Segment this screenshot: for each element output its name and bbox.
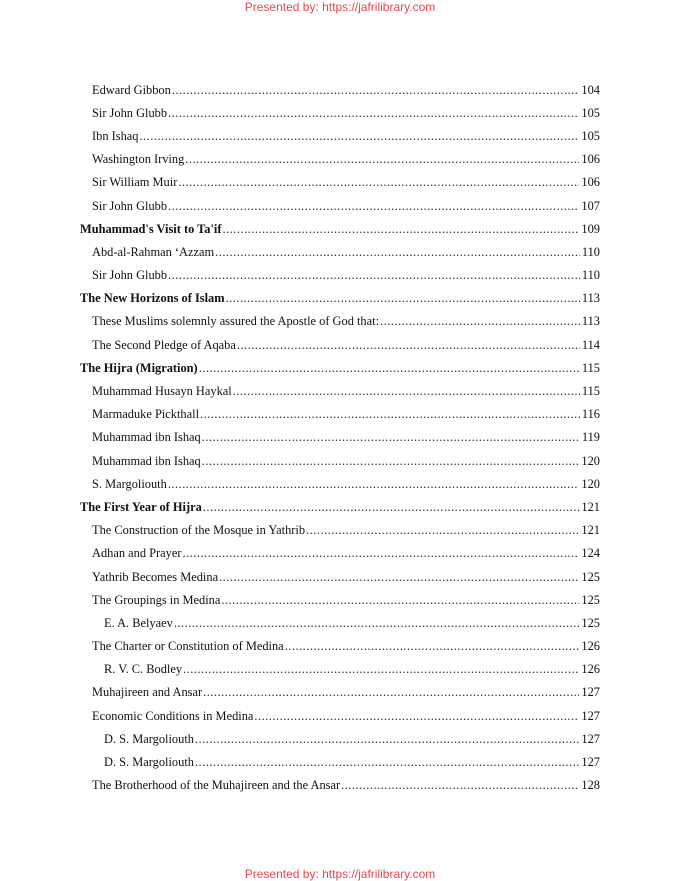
toc-entry-page-number: 106 xyxy=(581,152,600,167)
toc-section-entry[interactable] xyxy=(80,310,600,333)
toc-entry-page-number: 110 xyxy=(581,268,600,283)
toc-entry-title: Muhammad's Visit to Ta'if xyxy=(80,221,222,236)
dot-leader xyxy=(185,150,579,168)
dot-leader xyxy=(203,498,580,516)
toc-entry-page-number: 114 xyxy=(581,337,600,352)
toc-entry-page-number: 124 xyxy=(581,546,600,561)
dot-leader xyxy=(195,730,579,748)
toc-entry-title: Muhajireen and Ansar xyxy=(92,685,203,700)
toc-entry-page-number: 104 xyxy=(581,82,600,97)
toc-entry-title: E. A. Belyaev xyxy=(104,615,173,630)
toc-entry-title: The Hijra (Migration) xyxy=(80,360,198,375)
dot-leader xyxy=(183,660,579,678)
table-of-contents xyxy=(80,78,600,797)
toc-chapter-entry[interactable] xyxy=(80,287,600,310)
toc-section-entry[interactable] xyxy=(80,611,600,634)
toc-section-entry[interactable] xyxy=(80,519,600,542)
toc-section-entry[interactable] xyxy=(80,333,600,356)
toc-entry-title: Muhammad Husayn Haykal xyxy=(92,384,232,399)
dot-leader xyxy=(168,104,579,122)
toc-entry-title: Sir John Glubb xyxy=(92,105,168,120)
toc-section-entry[interactable] xyxy=(80,403,600,426)
toc-entry-title: The Brotherhood of the Muhajireen and the Ansar xyxy=(92,778,341,793)
toc-chapter-entry[interactable] xyxy=(80,217,600,240)
toc-entry-page-number: 127 xyxy=(581,685,600,700)
toc-section-entry[interactable] xyxy=(80,565,600,588)
toc-entry-title: Adhan and Prayer xyxy=(92,546,182,561)
dot-leader xyxy=(226,289,580,307)
toc-entry-title: Edward Gibbon xyxy=(92,82,171,97)
toc-section-entry[interactable] xyxy=(80,379,600,402)
toc-section-entry[interactable] xyxy=(80,681,600,704)
dot-leader xyxy=(215,243,580,261)
toc-entry-page-number: 106 xyxy=(581,175,600,190)
toc-entry-title: Muhammad ibn Ishaq xyxy=(92,430,201,445)
dot-leader xyxy=(174,614,580,632)
toc-entry-title: The Groupings in Medina xyxy=(92,592,221,607)
dot-leader xyxy=(285,637,580,655)
toc-entry-page-number: 127 xyxy=(581,731,600,746)
toc-section-entry[interactable] xyxy=(80,727,600,750)
toc-section-entry[interactable] xyxy=(80,750,600,773)
dot-leader xyxy=(219,568,579,586)
dot-leader xyxy=(202,452,580,470)
toc-entry-title: Sir William Muir xyxy=(92,175,178,190)
toc-entry-title: Ibn Ishaq xyxy=(92,128,139,143)
toc-entry-title: The New Horizons of Islam xyxy=(80,291,225,306)
dot-leader xyxy=(221,591,579,609)
toc-entry-page-number: 121 xyxy=(581,499,600,514)
dot-leader xyxy=(200,405,580,423)
toc-section-entry[interactable] xyxy=(80,171,600,194)
toc-entry-page-number: 110 xyxy=(581,244,600,259)
dot-leader xyxy=(254,707,579,725)
toc-entry-title: S. Margoliouth xyxy=(92,476,167,491)
toc-entry-title: Yathrib Becomes Medina xyxy=(92,569,219,584)
toc-entry-page-number: 128 xyxy=(581,778,600,793)
toc-entry-page-number: 121 xyxy=(581,523,600,538)
toc-section-entry[interactable] xyxy=(80,472,600,495)
watermark-footer[interactable]: Presented by: https://jafrilibrary.com xyxy=(244,867,436,881)
toc-entry-title: The Second Pledge of Aqaba xyxy=(92,337,236,352)
toc-section-entry[interactable] xyxy=(80,542,600,565)
toc-entry-page-number: 120 xyxy=(581,476,600,491)
dot-leader xyxy=(237,336,580,354)
toc-entry-title: Marmaduke Pickthall xyxy=(92,407,200,422)
toc-entry-page-number: 127 xyxy=(581,708,600,723)
toc-entry-page-number: 126 xyxy=(581,639,600,654)
toc-entry-title: The Construction of the Mosque in Yathrib xyxy=(92,523,306,538)
toc-section-entry[interactable] xyxy=(80,426,600,449)
dot-leader xyxy=(172,81,580,99)
toc-entry-page-number: 126 xyxy=(581,662,600,677)
toc-entry-page-number: 115 xyxy=(581,384,600,399)
toc-section-entry[interactable] xyxy=(80,658,600,681)
toc-entry-page-number: 127 xyxy=(581,755,600,770)
dot-leader xyxy=(139,127,579,145)
dot-leader xyxy=(168,475,580,493)
toc-entry-title: These Muslims solemnly assured the Apostle of God that: xyxy=(92,314,380,329)
toc-chapter-entry[interactable] xyxy=(80,356,600,379)
toc-entry-page-number: 105 xyxy=(581,105,600,120)
toc-entry-title: The First Year of Hijra xyxy=(80,499,202,514)
dot-leader xyxy=(233,382,580,400)
toc-entry-title: D. S. Margoliouth xyxy=(104,731,194,746)
dot-leader xyxy=(202,428,580,446)
toc-section-entry[interactable] xyxy=(80,101,600,124)
toc-section-entry[interactable] xyxy=(80,704,600,727)
dot-leader xyxy=(182,544,579,562)
toc-entry-title: Abd-al-Rahman ‘Azzam xyxy=(92,244,215,259)
toc-entry-title: R. V. C. Bodley xyxy=(104,662,183,677)
toc-section-entry[interactable] xyxy=(80,148,600,171)
dot-leader xyxy=(306,521,579,539)
toc-section-entry[interactable] xyxy=(80,194,600,217)
toc-entry-title: Washington Irving xyxy=(92,152,185,167)
toc-entry-page-number: 109 xyxy=(581,221,600,236)
toc-chapter-entry[interactable] xyxy=(80,495,600,518)
watermark-header[interactable]: Presented by: https://jafrilibrary.com xyxy=(244,0,436,14)
dot-leader xyxy=(199,359,580,377)
dot-leader xyxy=(341,776,579,794)
toc-section-entry[interactable] xyxy=(80,264,600,287)
dot-leader xyxy=(178,173,579,191)
toc-entry-title: Muhammad ibn Ishaq xyxy=(92,453,201,468)
toc-section-entry[interactable] xyxy=(80,124,600,147)
toc-entry-page-number: 120 xyxy=(581,453,600,468)
dot-leader xyxy=(223,220,580,238)
toc-entry-page-number: 116 xyxy=(581,407,600,422)
toc-entry-title: D. S. Margoliouth xyxy=(104,755,194,770)
dot-leader xyxy=(380,312,580,330)
toc-entry-page-number: 125 xyxy=(581,569,600,584)
toc-entry-title: The Charter or Constitution of Medina xyxy=(92,639,284,654)
toc-entry-page-number: 115 xyxy=(581,360,600,375)
toc-section-entry[interactable] xyxy=(80,449,600,472)
toc-section-entry[interactable] xyxy=(80,78,600,101)
dot-leader xyxy=(195,753,579,771)
toc-entry-page-number: 125 xyxy=(581,592,600,607)
toc-section-entry[interactable] xyxy=(80,588,600,611)
toc-section-entry[interactable] xyxy=(80,774,600,797)
toc-entry-page-number: 105 xyxy=(581,128,600,143)
toc-entry-title: Economic Conditions in Medina xyxy=(92,708,254,723)
dot-leader xyxy=(168,266,580,284)
toc-entry-page-number: 113 xyxy=(581,314,600,329)
toc-entry-title: Sir John Glubb xyxy=(92,268,168,283)
toc-section-entry[interactable] xyxy=(80,240,600,263)
toc-section-entry[interactable] xyxy=(80,635,600,658)
toc-entry-title: Sir John Glubb xyxy=(92,198,168,213)
dot-leader xyxy=(168,197,579,215)
toc-entry-page-number: 119 xyxy=(581,430,600,445)
toc-entry-page-number: 113 xyxy=(581,291,600,306)
toc-entry-page-number: 107 xyxy=(581,198,600,213)
dot-leader xyxy=(203,683,579,701)
toc-entry-page-number: 125 xyxy=(581,615,600,630)
